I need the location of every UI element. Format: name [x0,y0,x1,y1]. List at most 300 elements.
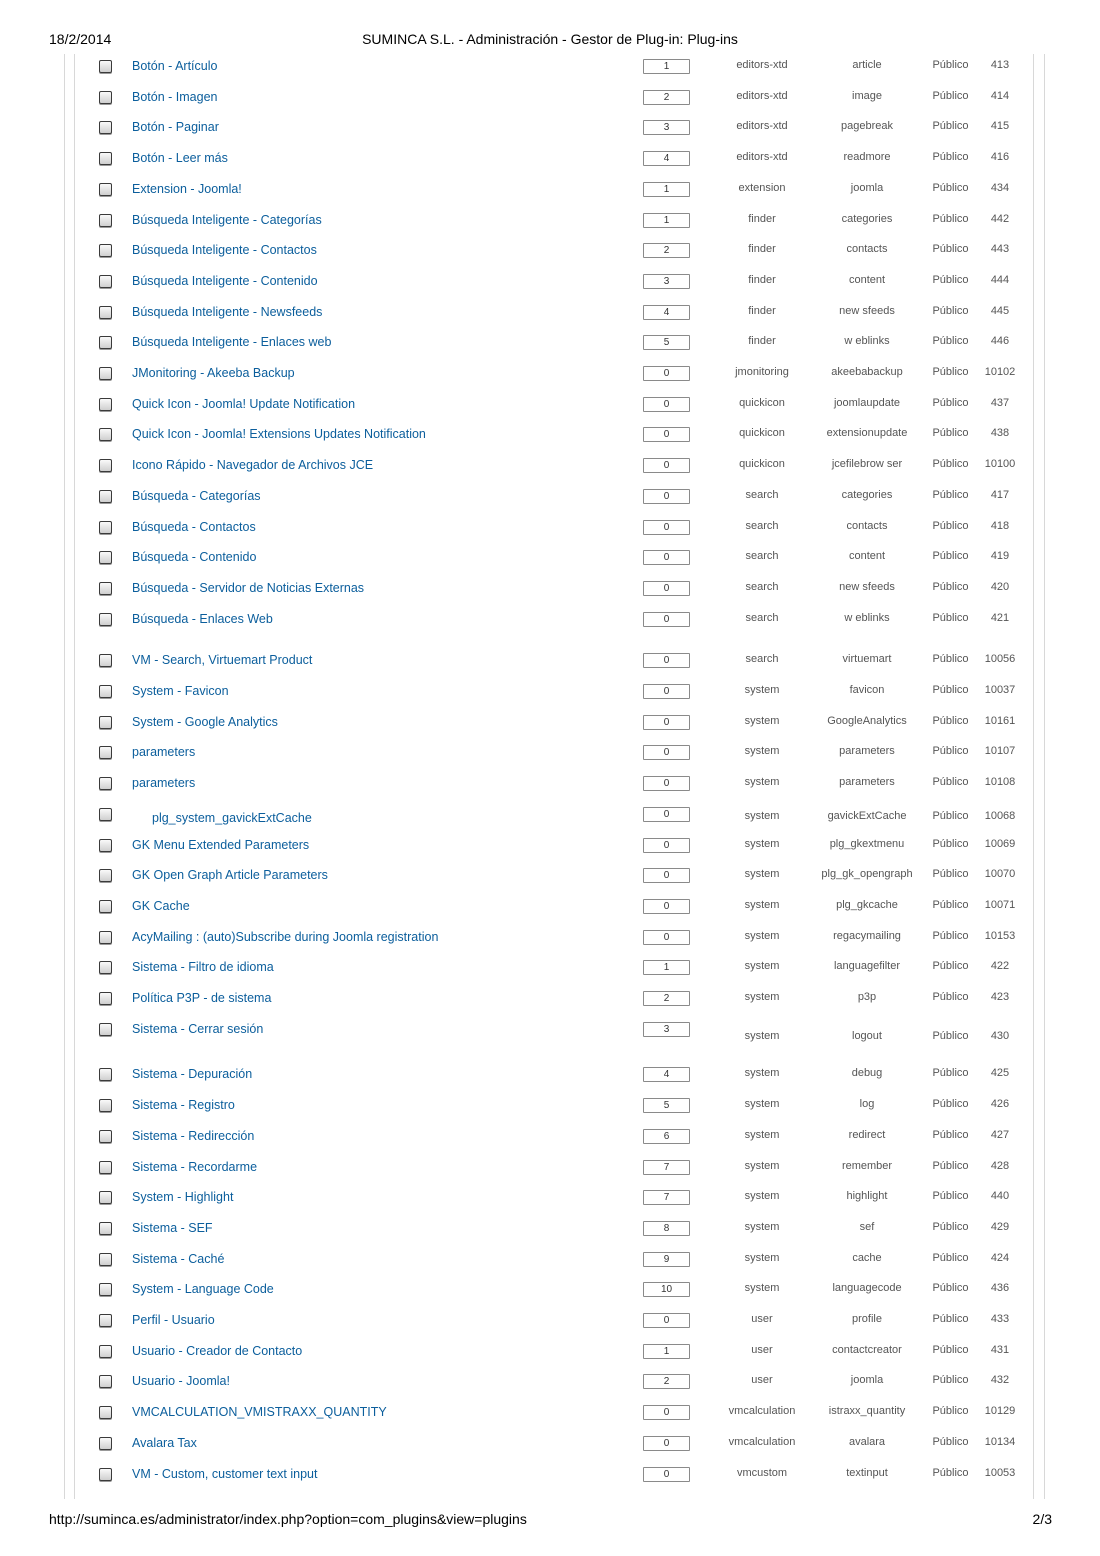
row-checkbox[interactable] [99,931,112,944]
plugin-type: system [744,929,780,942]
plugin-name-link[interactable]: System - Language Code [132,1282,274,1297]
order-input[interactable]: 0 [643,868,690,883]
table-row [0,1219,1100,1243]
plugin-id: 423 [990,991,1010,1003]
plugin-id: 10071 [984,898,1016,911]
order-input[interactable]: 7 [643,1160,690,1175]
plugin-id: 424 [990,1251,1010,1264]
plugin-element: contacts [846,519,888,532]
plugin-access: Público [932,519,969,532]
plugin-name-link[interactable]: Búsqueda Inteligente - Categorías [132,212,322,227]
order-input[interactable]: 0 [643,715,690,730]
plugin-name-link[interactable]: VM - Search, Virtuemart Product [132,653,313,668]
plugin-name-link[interactable]: Búsqueda Inteligente - Enlaces web [132,335,332,350]
order-input[interactable]: 0 [643,489,690,504]
plugin-name-link[interactable]: Botón - Leer más [132,151,228,166]
order-input[interactable]: 1 [643,182,690,197]
table-row [0,1020,1100,1044]
plugin-element: p3p [857,991,877,1003]
plugin-element: languagefilter [833,960,901,973]
row-checkbox[interactable] [99,121,112,134]
table-row [0,88,1100,112]
plugin-type: search [745,519,779,532]
table-row [0,1158,1100,1182]
table-row [0,1127,1100,1151]
plugin-id: 10107 [984,745,1016,758]
row-checkbox[interactable] [99,367,112,380]
row-checkbox[interactable] [99,214,112,227]
plugin-id: 10037 [984,684,1016,696]
table-row [0,743,1100,767]
row-checkbox[interactable] [99,521,112,534]
plugin-name-link[interactable]: Sistema - Recordarme [132,1159,258,1174]
plugin-type: search [745,611,779,624]
order-input[interactable]: 2 [643,1374,690,1389]
plugin-name-link[interactable]: Sistema - Registro [132,1098,235,1113]
plugin-name-link[interactable]: Perfil - Usuario [132,1313,215,1327]
plugin-type: extension [738,181,786,194]
plugin-type: jmonitoring [735,366,789,378]
table-row [0,149,1100,173]
plugin-name-link[interactable]: Quick Icon - Joomla! Update Notification [132,396,356,411]
row-checkbox[interactable] [99,428,112,441]
row-checkbox[interactable] [99,1253,112,1266]
row-checkbox[interactable] [99,1375,112,1388]
plugin-name-link[interactable]: Botón - Paginar [132,120,219,135]
plugin-name-link[interactable]: Búsqueda Inteligente - Contactos [132,243,317,258]
row-checkbox[interactable] [99,306,112,319]
plugin-element: new sfeeds [839,580,895,593]
order-input[interactable]: 4 [643,1067,690,1082]
plugin-id: 432 [990,1374,1010,1387]
row-checkbox[interactable] [99,1314,112,1327]
plugin-name-link[interactable]: System - Google Analytics [132,714,278,729]
row-checkbox[interactable] [99,992,112,1005]
order-input[interactable]: 0 [643,899,690,914]
row-checkbox[interactable] [99,1283,112,1296]
plugin-type: finder [748,304,776,317]
row-checkbox[interactable] [99,244,112,257]
row-checkbox[interactable] [99,398,112,411]
plugin-id: 433 [990,1313,1010,1325]
plugin-type: user [751,1374,773,1387]
plugin-access: Público [932,335,969,348]
plugin-name-link[interactable]: VMCALCULATION_VMISTRAXX_QUANTITY [132,1405,387,1420]
plugin-name-link[interactable]: Sistema - SEF [132,1220,213,1235]
table-row [0,241,1100,265]
plugin-name-link[interactable]: Política P3P - de sistema [132,991,272,1005]
table-row [0,211,1100,235]
plugin-access: Público [932,550,969,563]
plugin-access: Público [932,243,969,256]
table-row [0,897,1100,921]
plugin-name-link[interactable]: Extension - Joomla! [132,181,242,196]
order-input[interactable]: 0 [643,520,690,535]
plugin-element: joomlaupdate [833,396,901,409]
plugin-element: favicon [849,684,885,696]
plugin-id: 10068 [984,809,1016,822]
plugin-element: article [852,59,882,71]
row-checkbox[interactable] [99,1191,112,1204]
plugin-name-link[interactable]: Botón - Artículo [132,59,218,73]
plugin-type: search [745,550,779,563]
plugin-element: parameters [839,776,895,789]
plugin-name-link[interactable]: GK Menu Extended Parameters [132,837,310,852]
order-input[interactable]: 0 [643,1405,690,1420]
table-row [0,487,1100,511]
plugin-id: 425 [990,1067,1010,1080]
plugin-type: editors-xtd [736,151,788,164]
order-input[interactable]: 8 [643,1221,690,1236]
table-row [0,989,1100,1013]
plugin-element: redirect [848,1128,886,1141]
plugin-access: Público [932,837,969,850]
row-checkbox[interactable] [99,91,112,104]
plugin-access: Público [932,1067,969,1080]
plugin-access: Público [932,1159,969,1172]
order-input[interactable]: 0 [643,1467,690,1482]
plugin-element: plg_gk_opengraph [821,868,913,881]
row-checkbox[interactable] [99,961,112,974]
plugin-element: akeebabackup [831,366,903,378]
plugin-element: categories [841,212,893,225]
table-row [0,180,1100,204]
order-input[interactable]: 1 [643,59,690,74]
row-checkbox[interactable] [99,1345,112,1358]
row-checkbox[interactable] [99,1437,112,1450]
plugin-type: system [744,1190,780,1203]
table-row [0,713,1100,737]
plugin-name-link[interactable]: GK Open Graph Article Parameters [132,868,328,883]
row-checkbox[interactable] [99,900,112,913]
plugin-type: system [744,1159,780,1172]
plugin-element: plg_gkextmenu [829,837,905,850]
table-row [0,456,1100,480]
plugin-id: 443 [990,243,1010,256]
plugin-element: debug [851,1067,883,1080]
plugin-access: Público [932,273,969,286]
plugin-id: 444 [990,273,1010,286]
order-input[interactable]: 0 [643,581,690,596]
plugin-id: 10134 [984,1435,1016,1448]
plugin-id: 438 [990,427,1010,440]
plugin-element: contacts [846,243,888,256]
plugin-element: profile [852,1313,882,1325]
plugin-element: extensionupdate [826,427,908,440]
plugin-id: 10153 [984,929,1016,942]
plugin-access: Público [932,1313,969,1325]
row-checkbox[interactable] [99,275,112,288]
order-input[interactable]: 3 [643,120,690,135]
row-checkbox[interactable] [99,1161,112,1174]
table-row [0,866,1100,890]
plugin-name-link[interactable]: Quick Icon - Joomla! Extensions Updates Notification [132,427,426,442]
plugin-type: system [744,684,780,696]
plugin-element: w eblinks [844,611,890,624]
plugin-type: system [744,745,780,758]
plugin-name-link[interactable]: Búsqueda Inteligente - Contenido [132,273,318,288]
order-input[interactable]: 0 [643,930,690,945]
plugin-id: 417 [990,488,1010,501]
plugin-type: system [744,868,780,881]
order-input[interactable]: 4 [643,305,690,320]
order-input[interactable]: 6 [643,1129,690,1144]
row-checkbox[interactable] [99,777,112,790]
plugin-name-link[interactable]: AcyMailing : (auto)Subscribe during Joomla registration [132,929,439,944]
plugin-type: vmcalculation [728,1435,796,1448]
plugin-access: Público [932,366,969,378]
table-row [0,518,1100,542]
plugin-name-link[interactable]: GK Cache [132,898,190,913]
row-checkbox[interactable] [99,869,112,882]
plugin-name-link[interactable]: Sistema - Caché [132,1251,225,1266]
row-checkbox[interactable] [99,685,112,698]
order-input[interactable]: 0 [643,1313,690,1328]
order-input[interactable]: 4 [643,151,690,166]
row-checkbox[interactable] [99,183,112,196]
plugin-id: 429 [990,1220,1010,1233]
plugin-id: 413 [990,59,1010,71]
plugin-name-link[interactable]: plg_system_gavickExtCache [152,810,312,825]
plugin-name-link[interactable]: Búsqueda - Enlaces Web [132,611,273,626]
plugin-access: Público [932,1128,969,1141]
row-checkbox[interactable] [99,1099,112,1112]
order-input[interactable]: 0 [643,427,690,442]
plugin-type: system [744,1282,780,1295]
plugin-name-link[interactable]: Icono Rápido - Navegador de Archivos JCE [132,458,374,473]
plugin-name-link[interactable]: Sistema - Depuración [132,1067,253,1082]
plugin-name-link[interactable]: Búsqueda - Contactos [132,519,256,534]
table-row [0,425,1100,449]
plugin-name-link[interactable]: Búsqueda - Categorías [132,488,261,503]
plugin-access: Público [932,580,969,593]
plugin-name-link[interactable]: parameters [132,745,196,760]
plugin-element: pagebreak [841,120,893,133]
plugin-element: image [852,89,882,102]
row-checkbox[interactable] [99,60,112,73]
plugin-id: 10056 [984,653,1016,666]
order-input[interactable]: 1 [643,213,690,228]
order-input[interactable]: 0 [643,776,690,791]
row-checkbox[interactable] [99,459,112,472]
row-checkbox[interactable] [99,716,112,729]
plugin-access: Público [932,304,969,317]
order-input[interactable]: 1 [643,1344,690,1359]
table-row [0,1434,1100,1458]
row-checkbox[interactable] [99,808,112,821]
plugin-access: Público [932,1374,969,1387]
table-row [0,958,1100,982]
plugin-element: gavickExtCache [827,809,907,822]
plugin-access: Público [932,868,969,881]
order-input[interactable]: 0 [643,684,690,699]
row-checkbox[interactable] [99,1468,112,1481]
plugin-name-link[interactable]: System - Highlight [132,1190,234,1205]
plugin-id: 437 [990,396,1010,409]
plugin-element: content [848,550,886,563]
plugin-name-link[interactable]: Sistema - Filtro de idioma [132,960,274,975]
plugin-name-link[interactable]: Avalara Tax [132,1435,197,1450]
plugin-type: search [745,488,779,501]
plugin-id: 430 [990,1029,1010,1042]
plugin-type: system [744,714,780,727]
plugin-element: avalara [848,1435,886,1448]
plugin-access: Público [932,1220,969,1233]
plugin-type: finder [748,273,776,286]
plugin-access: Público [932,59,969,71]
plugin-access: Público [932,1343,969,1356]
plugin-access: Público [932,1029,969,1042]
row-checkbox[interactable] [99,582,112,595]
plugin-access: Público [932,1466,969,1479]
order-input[interactable]: 2 [643,243,690,258]
plugin-type: search [745,653,779,666]
table-row [0,548,1100,572]
plugin-name-link[interactable]: Usuario - Creador de Contacto [132,1343,303,1358]
row-checkbox[interactable] [99,613,112,626]
plugin-name-link[interactable]: VM - Custom, customer text input [132,1466,318,1481]
order-input[interactable]: 10 [643,1282,690,1297]
plugin-access: Público [932,212,969,225]
plugin-type: finder [748,335,776,348]
plugin-name-link[interactable]: Sistema - Cerrar sesión [132,1021,264,1036]
plugin-type: finder [748,212,776,225]
row-checkbox[interactable] [99,839,112,852]
row-checkbox[interactable] [99,551,112,564]
plugin-name-link[interactable]: Sistema - Redirección [132,1128,255,1143]
plugin-id: 10100 [984,458,1016,471]
plugin-name-link[interactable]: JMonitoring - Akeeba Backup [132,366,295,380]
plugin-id: 434 [990,181,1010,194]
plugin-id: 431 [990,1343,1010,1356]
order-input[interactable]: 0 [643,612,690,627]
plugin-name-link[interactable]: Búsqueda - Servidor de Noticias Externas [132,580,365,595]
print-date: 18/2/2014 [49,31,112,47]
plugin-access: Público [932,1282,969,1295]
order-input[interactable]: 0 [643,807,690,822]
plugin-type: system [744,776,780,789]
plugin-element: jcefilebrow ser [831,458,903,471]
order-input[interactable]: 2 [643,90,690,105]
plugin-type: vmcustom [736,1466,788,1479]
order-input[interactable]: 5 [643,1098,690,1113]
table-row [0,836,1100,860]
table-row [0,1311,1100,1335]
row-checkbox[interactable] [99,152,112,165]
order-input[interactable]: 0 [643,838,690,853]
plugin-name-link[interactable]: Búsqueda Inteligente - Newsfeeds [132,304,323,319]
plugin-access: Público [932,488,969,501]
plugin-id: 422 [990,960,1010,973]
plugin-id: 10108 [984,776,1016,789]
plugin-type: user [751,1313,773,1325]
row-checkbox[interactable] [99,336,112,349]
row-checkbox[interactable] [99,746,112,759]
order-input[interactable]: 0 [643,653,690,668]
plugin-access: Público [932,1190,969,1203]
plugin-name-link[interactable]: Usuario - Joomla! [132,1374,230,1389]
plugin-element: logout [852,1029,882,1042]
plugin-element: joomla [850,1374,884,1387]
plugin-type: system [744,809,780,822]
row-checkbox[interactable] [99,1023,112,1036]
plugin-element: GoogleAnalytics [827,714,907,727]
table-row [0,610,1100,634]
plugin-element: regacymailing [833,929,901,942]
plugin-access: Público [932,611,969,624]
row-checkbox[interactable] [99,490,112,503]
order-input[interactable]: 5 [643,335,690,350]
plugin-id: 446 [990,335,1010,348]
plugin-access: Público [932,745,969,758]
plugin-name-link[interactable]: Búsqueda - Contenido [132,550,257,565]
plugin-access: Público [932,1435,969,1448]
order-input[interactable]: 0 [643,745,690,760]
plugin-access: Público [932,396,969,409]
order-input[interactable]: 0 [643,1436,690,1451]
plugin-access: Público [932,714,969,727]
plugin-element: categories [841,488,893,501]
plugin-access: Público [932,1098,969,1111]
plugin-type: system [744,837,780,850]
table-row [0,1372,1100,1396]
plugin-name-link[interactable]: System - Favicon [132,684,229,698]
plugin-access: Público [932,120,969,133]
plugin-element: languagecode [832,1282,902,1295]
plugin-element: virtuemart [842,653,892,666]
order-input[interactable]: 3 [643,1022,690,1037]
plugin-id: 445 [990,304,1010,317]
plugin-type: system [744,1098,780,1111]
plugin-id: 10102 [984,366,1016,378]
table-row [0,1065,1100,1089]
plugin-element: joomla [850,181,884,194]
order-input[interactable]: 0 [643,366,690,381]
plugin-type: quickicon [739,396,785,409]
table-row [0,272,1100,296]
table-row [0,1465,1100,1489]
order-input[interactable]: 0 [643,458,690,473]
plugin-type: system [744,991,780,1003]
plugin-id: 436 [990,1282,1010,1295]
order-input[interactable]: 7 [643,1190,690,1205]
row-checkbox[interactable] [99,1406,112,1419]
plugin-id: 428 [990,1159,1010,1172]
plugin-element: cache [852,1251,882,1264]
row-checkbox[interactable] [99,1222,112,1235]
order-input[interactable]: 0 [643,397,690,412]
plugin-type: editors-xtd [736,59,788,71]
order-input[interactable]: 3 [643,274,690,289]
plugin-element: parameters [839,745,895,758]
page-url: http://suminca.es/administrator/index.php?option=com_plugins&view=plugins [49,1511,527,1527]
order-input[interactable]: 0 [643,550,690,565]
order-input[interactable]: 2 [643,991,690,1006]
row-checkbox[interactable] [99,1068,112,1081]
plugin-id: 419 [990,550,1010,563]
plugin-name-link[interactable]: parameters [132,776,196,791]
order-input[interactable]: 9 [643,1252,690,1267]
table-row [0,395,1100,419]
plugin-element: w eblinks [844,335,890,348]
plugin-access: Público [932,898,969,911]
order-input[interactable]: 1 [643,960,690,975]
plugin-id: 427 [990,1128,1010,1141]
plugin-type: vmcalculation [728,1405,796,1418]
row-checkbox[interactable] [99,1130,112,1143]
plugin-name-link[interactable]: Botón - Imagen [132,89,218,104]
row-checkbox[interactable] [99,654,112,667]
